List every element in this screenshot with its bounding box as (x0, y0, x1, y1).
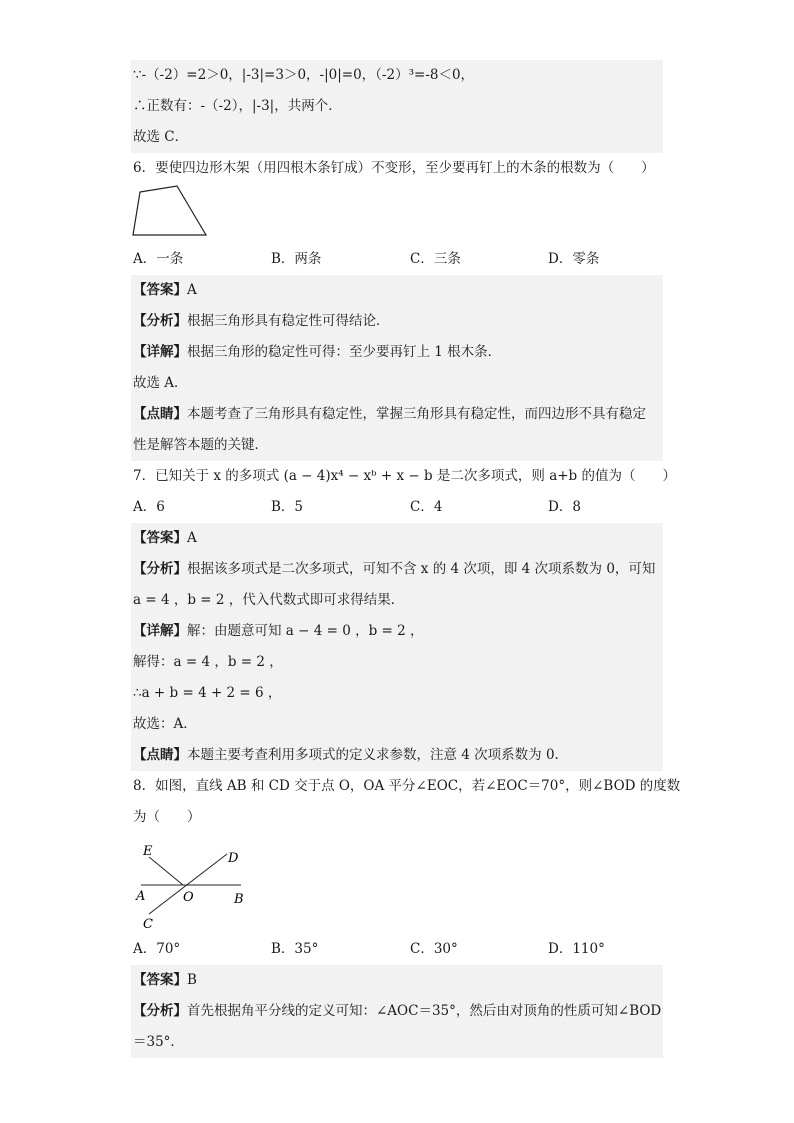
analysis-text: 根据三角形具有稳定性可得结论． (187, 313, 390, 329)
document-page (131, 60, 681, 1058)
q8-answer (131, 965, 663, 996)
q7-detail (131, 616, 663, 647)
comment-text: 本题主要考查利用多项式的定义求参数，注意 4 次项系数为 0． (187, 747, 569, 763)
quadrilateral-figure (131, 184, 663, 244)
q5-choice-line: 故选 C． (131, 122, 663, 153)
quadrilateral-icon (131, 184, 221, 244)
label-d: D (228, 851, 239, 866)
label-c: C (143, 917, 153, 932)
q7-therefore: ∴a + b = 4 + 2 = 6 ， (131, 678, 663, 709)
q8-option-d: D．110° (548, 941, 605, 957)
q8-analysis-cont: ＝35°． (131, 1027, 663, 1058)
q6-analysis (131, 306, 663, 337)
answer-value: B (187, 972, 197, 988)
analysis-text: 首先根据角平分线的定义可知：∠AOC＝35°，然后由对顶角的性质可知∠BOD (187, 1003, 662, 1019)
q7-option-a: A．6 (133, 499, 165, 515)
detail-text: 解：由题意可知 a − 4 = 0 ，b = 2 ， (187, 623, 424, 639)
q7-option-d: D．8 (548, 499, 581, 515)
q6-option-a: A．一条 (133, 251, 184, 267)
answer-value: A (187, 530, 197, 546)
q6-option-c: C．三条 (410, 251, 461, 267)
q5-conclusion-line: ∴正数有：-（-2），|-3|，共两个． (131, 91, 663, 122)
answer-value: A (187, 282, 197, 298)
q6-options (131, 244, 663, 275)
q6-comment (131, 399, 663, 430)
comment-tag: 【点睛】 (133, 747, 187, 763)
q7-answer (131, 523, 663, 554)
comment-tag: 【点睛】 (133, 406, 187, 422)
q7-comment (131, 740, 663, 771)
q6-answer (131, 275, 663, 306)
q8-options (131, 934, 663, 965)
q7-stem: 7．已知关于 x 的多项式 (a − 4)x⁴ − xᵇ + x − b 是二次多项式，则 a+b 的值为（ ） (133, 468, 676, 484)
analysis-tag: 【分析】 (133, 561, 187, 577)
q6-stem: 6．要使四边形木架（用四根木条钉成）不变形，至少要再钉上的木条的根数为（ ） (133, 160, 655, 176)
label-b: B (234, 892, 244, 907)
answer-tag: 【答案】 (133, 972, 187, 988)
answer-tag: 【答案】 (133, 530, 187, 546)
q7-choose: 故选：A． (131, 709, 663, 740)
analysis-tag: 【分析】 (133, 1003, 187, 1019)
q7-option-c: C．4 (410, 499, 443, 515)
label-o: O (183, 890, 194, 905)
q6-comment-cont: 性是解答本题的关键． (131, 430, 663, 461)
q6-choose: 故选 A． (131, 368, 663, 399)
q7-option-b: B．5 (271, 499, 304, 515)
q8-stem-cont: 为（ ） (133, 809, 201, 825)
detail-tag: 【详解】 (133, 623, 187, 639)
q7-analysis (131, 554, 663, 585)
q8-option-a: A．70° (133, 941, 181, 957)
answer-tag: 【答案】 (133, 282, 187, 298)
q8-analysis (131, 996, 663, 1027)
analysis-text: 根据该多项式是二次多项式，可知不含 x 的 4 次项，即 4 次项系数为 0，可知 (187, 561, 656, 577)
q7-options (131, 492, 663, 523)
label-e: E (143, 844, 153, 859)
detail-tag: 【详解】 (133, 344, 187, 360)
q8-option-c: C．30° (410, 941, 458, 957)
q5-reason-line: ∵-（-2）=2＞0，|-3|=3＞0，-|0|=0，（-2）³=-8＜0， (131, 60, 663, 91)
q6-option-d: D．零条 (548, 251, 600, 267)
angle-figure (131, 833, 663, 934)
analysis-tag: 【分析】 (133, 313, 187, 329)
q8-stem: 8．如图，直线 AB 和 CD 交于点 O，OA 平分∠EOC，若∠EOC＝70°，则∠BOD 的度数 (133, 778, 681, 794)
intersecting-lines-icon (131, 833, 261, 934)
q7-solve: 解得：a = 4 ，b = 2 ， (131, 647, 663, 678)
detail-text: 根据三角形的稳定性可得：至少要再钉上 1 根木条． (187, 344, 502, 360)
label-a: A (136, 889, 146, 904)
q6-option-b: B．两条 (271, 251, 322, 267)
q7-analysis-cont: a = 4 ，b = 2 ，代入代数式即可求得结果． (131, 585, 663, 616)
comment-text: 本题考查了三角形具有稳定性，掌握三角形具有稳定性，而四边形不具有稳定 (187, 406, 646, 422)
q6-detail (131, 337, 663, 368)
q8-option-b: B．35° (271, 941, 319, 957)
